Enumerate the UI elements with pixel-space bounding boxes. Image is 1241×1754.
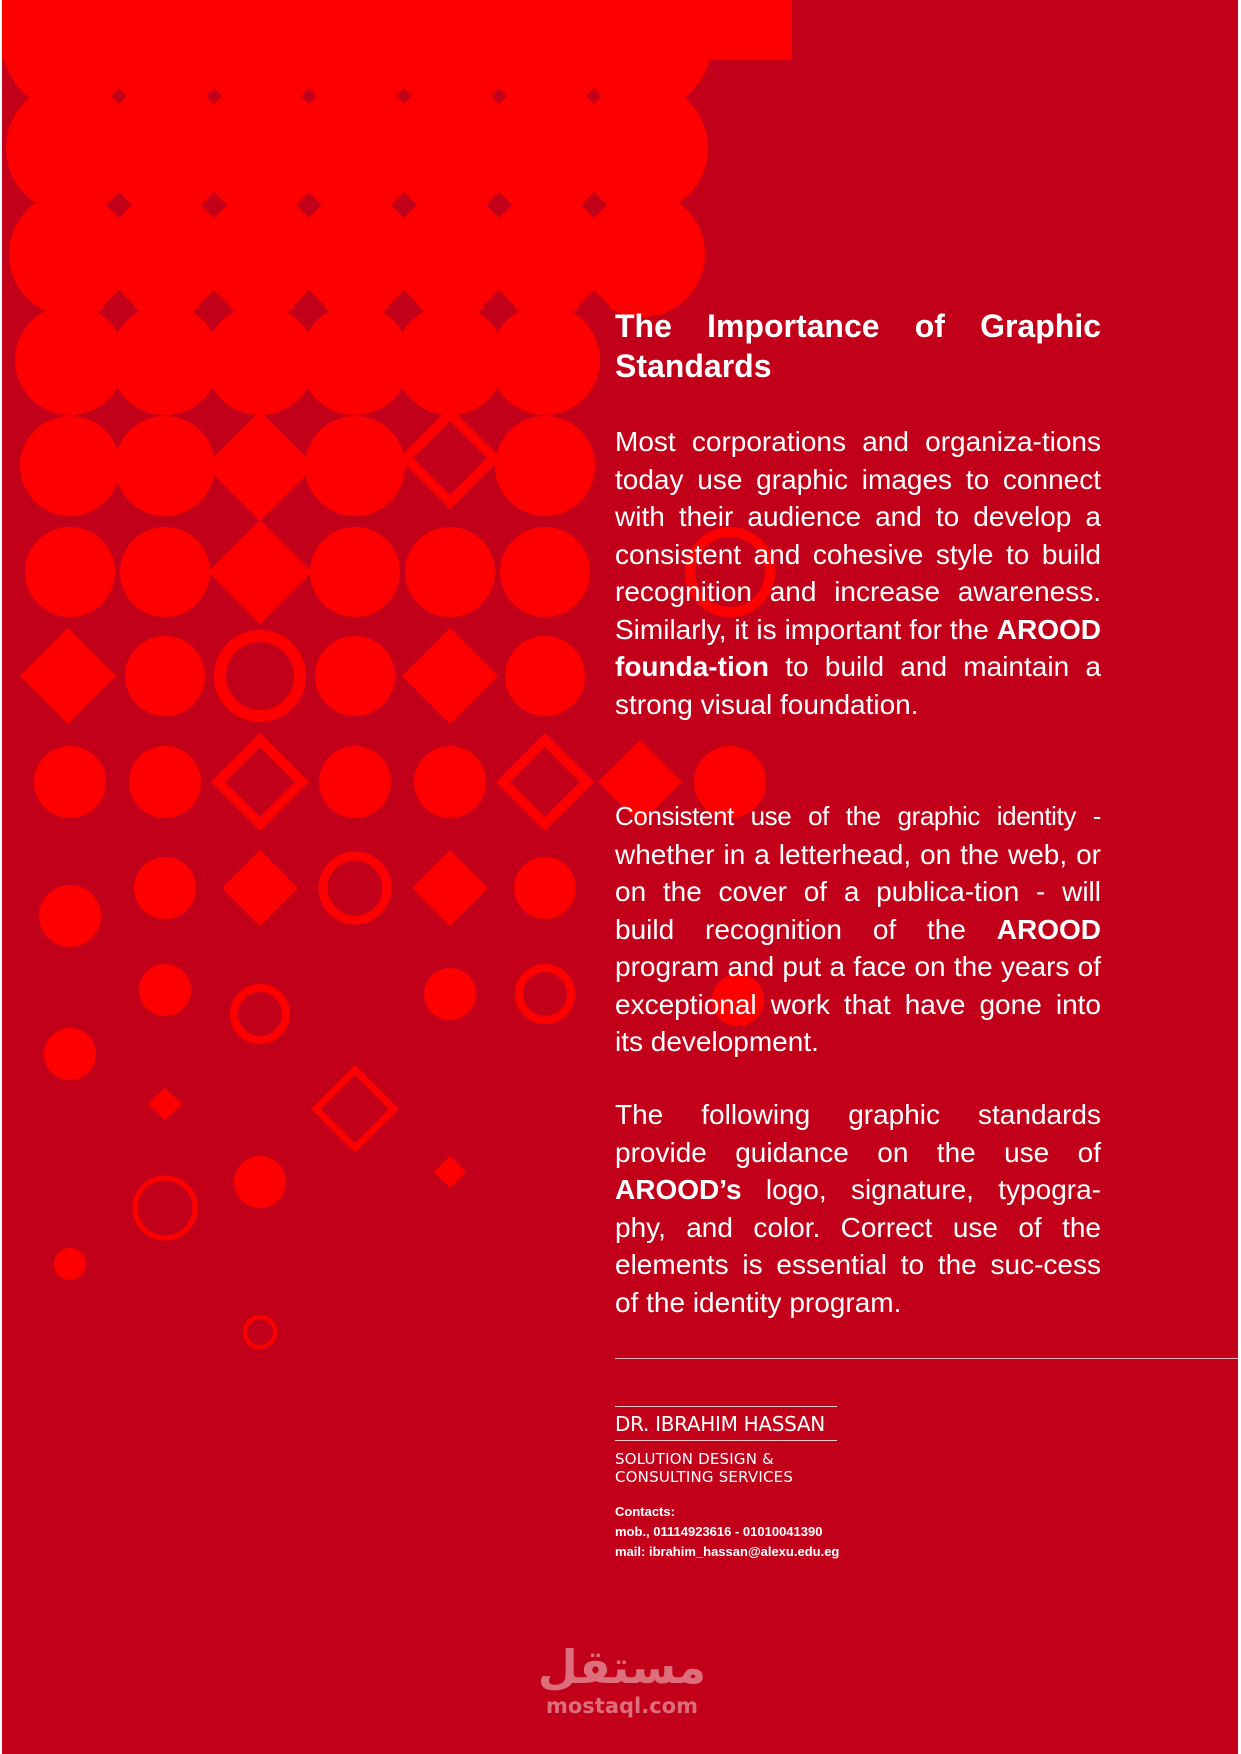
document-page <box>2 0 1238 1754</box>
signature-bottom-rule <box>615 1440 837 1441</box>
paragraph-text: Most corporations and organiza-tions today use graphic images to connect with their audience and to develop a consistent and cohesive style to build recognition and increase awareness. Similarly, it is important for the <box>615 426 1101 645</box>
emphasis-arood: AROOD <box>996 913 1101 945</box>
watermark-text: mostaql.com <box>546 1694 698 1718</box>
paragraph-text: The following graphic standards provide guidance on the use of <box>615 1099 1101 1168</box>
signature-name: DR. IBRAHIM HASSAN <box>615 1412 825 1436</box>
paragraph-text: to build and maintain a strong visual foundation. <box>615 651 1101 720</box>
watermark-logo: مستقل <box>537 1640 707 1694</box>
signature-services <box>615 1450 855 1486</box>
contacts-block <box>615 1502 915 1562</box>
services-line: CONSULTING SERVICES <box>615 1468 794 1486</box>
paragraph-text: logo, signature, typogra-phy, and color. Correct use of the elements is essential to the suc-cess of the identity program. <box>615 1174 1101 1318</box>
paragraph-text: program and put a face on the years of exceptional work that have gone into its development. <box>615 951 1101 1057</box>
services-line: SOLUTION DESIGN & <box>615 1450 774 1468</box>
mostaql-watermark <box>522 1640 722 1720</box>
emphasis-arood-foundation: AROOD founda-tion <box>615 613 1101 682</box>
page-title: The Importance of Graphic Standards <box>615 308 1101 384</box>
identity-paragraph <box>615 797 1101 1061</box>
contacts-label: Contacts: <box>615 1504 675 1519</box>
emphasis-aroods: AROOD’s <box>615 1174 742 1205</box>
paragraph-lead: Consistent use of the graphic identity - <box>615 801 1101 831</box>
paragraph-text: whether in a letterhead, on the web, or on the cover of a publica-tion - will build recognition of the <box>615 838 1101 945</box>
standards-paragraph <box>615 1096 1101 1321</box>
contacts-mail: mail: ibrahim_hassan@alexu.edu.eg <box>615 1544 840 1559</box>
signature-top-rule <box>615 1406 837 1407</box>
contacts-mobile: mob., 01114923616 - 01010041390 <box>615 1524 823 1539</box>
section-divider <box>615 1358 1238 1359</box>
intro-paragraph <box>615 423 1101 723</box>
